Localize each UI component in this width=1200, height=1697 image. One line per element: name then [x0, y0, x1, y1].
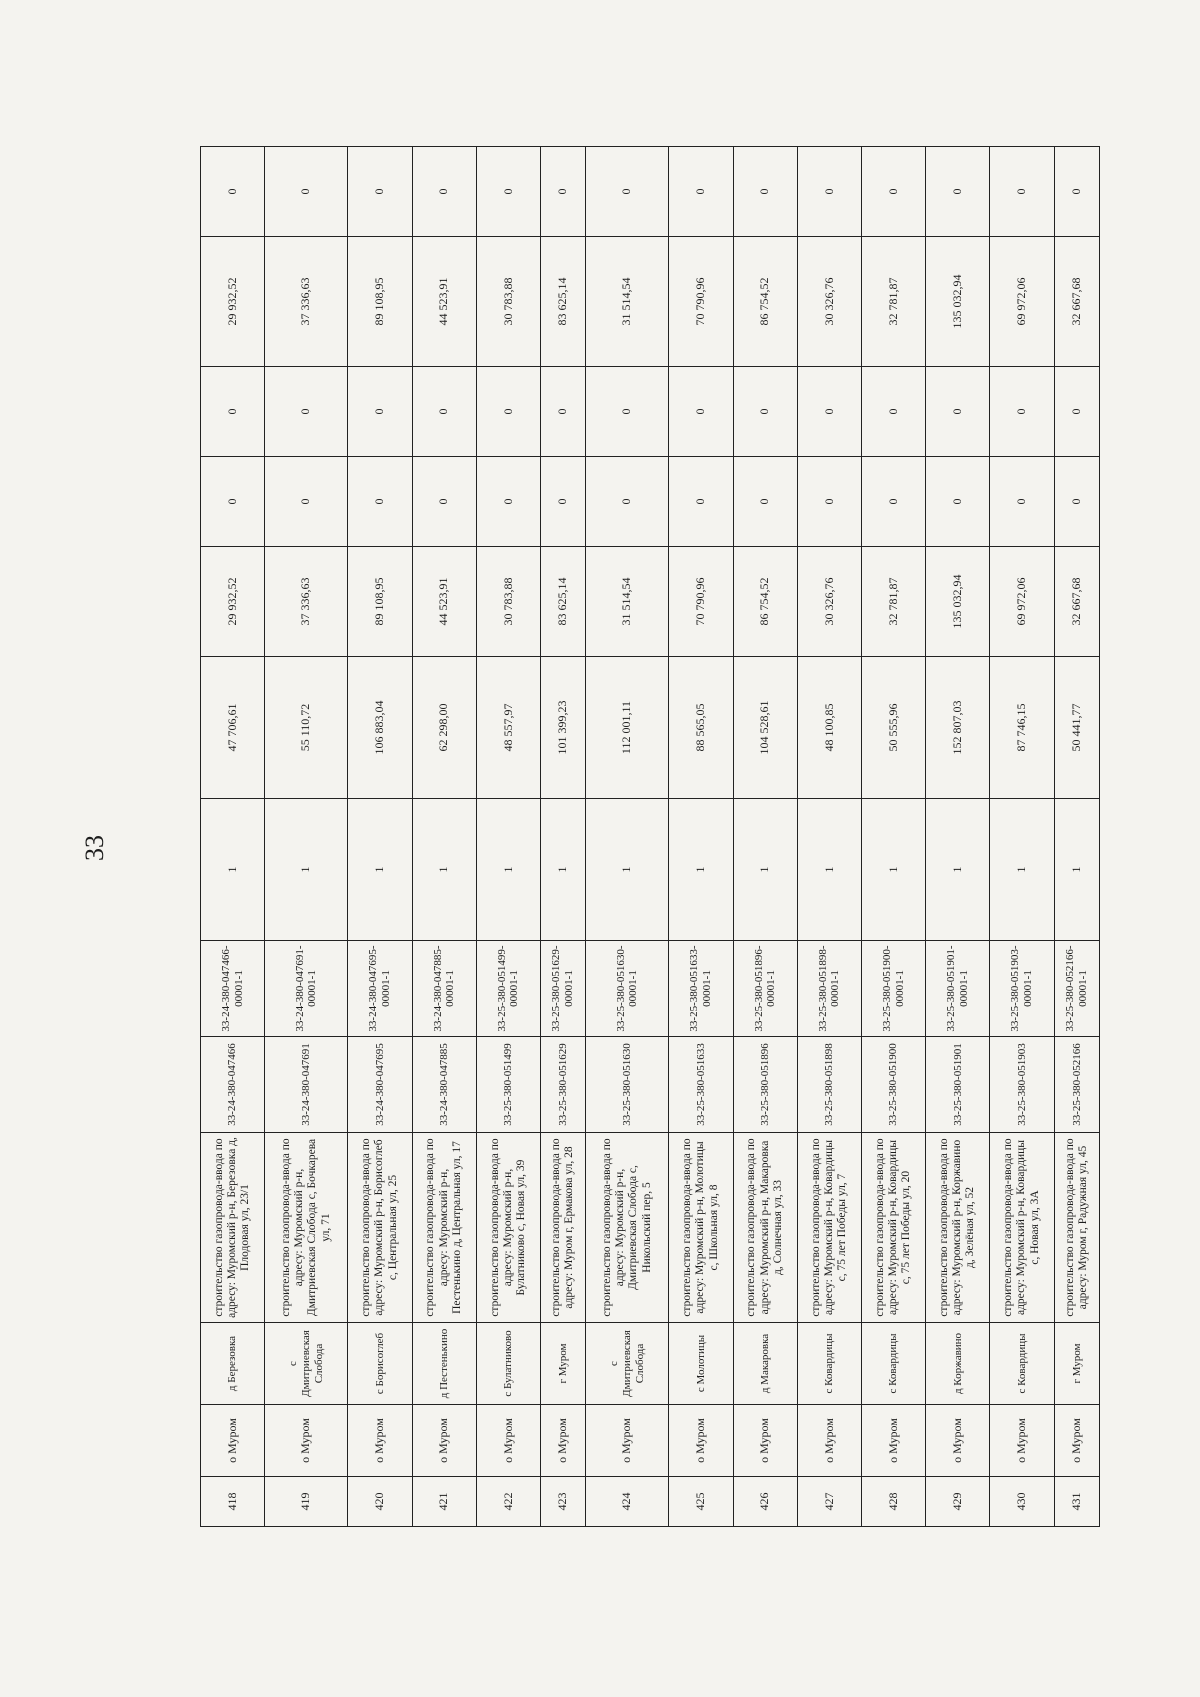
total-cost-cell: 104 528,61 — [733, 657, 797, 799]
zero-value-cell: 0 — [797, 457, 861, 547]
municipality-cell: о Муром — [926, 1405, 990, 1477]
zero-value-cell: 0 — [990, 147, 1054, 237]
object-id-cell: 33-25-380-051900-00001-1 — [862, 941, 926, 1037]
amount-cell: 30 783,88 — [476, 237, 540, 367]
quantity-cell: 1 — [733, 799, 797, 941]
amount-cell: 37 336,63 — [265, 237, 348, 367]
row-number: 425 — [669, 1477, 733, 1527]
municipality-cell: о Муром — [412, 1405, 476, 1477]
quantity-cell: 1 — [797, 799, 861, 941]
quantity-cell: 1 — [862, 799, 926, 941]
zero-value-cell: 0 — [541, 457, 586, 547]
total-cost-cell: 47 706,61 — [201, 657, 265, 799]
amount-cell: 135 032,94 — [926, 237, 990, 367]
description-cell: строительство газопровода-ввода по адресу: Муромский р-н, Булатниково с, Новая ул, 39 — [476, 1133, 540, 1323]
zero-value-cell: 0 — [586, 367, 669, 457]
locality-cell: с Ковардицы — [862, 1323, 926, 1405]
total-cost-cell: 55 110,72 — [265, 657, 348, 799]
table-row — [797, 147, 861, 1527]
zero-value-cell: 0 — [265, 367, 348, 457]
zero-value-cell: 0 — [412, 147, 476, 237]
quantity-cell: 1 — [348, 799, 412, 941]
table-row — [476, 147, 540, 1527]
amount-cell: 89 108,95 — [348, 547, 412, 657]
amount-cell: 70 790,96 — [669, 237, 733, 367]
object-id-cell: 33-24-380-047695-00001-1 — [348, 941, 412, 1037]
table-row — [926, 147, 990, 1527]
row-number: 429 — [926, 1477, 990, 1527]
document-table-wrapper — [200, 147, 1100, 1527]
gas-pipeline-table — [200, 146, 1100, 1527]
zero-value-cell: 0 — [733, 147, 797, 237]
municipality-cell: о Муром — [586, 1405, 669, 1477]
locality-cell: с Булатниково — [476, 1323, 540, 1405]
cadastral-number-cell: 33-25-380-051901 — [926, 1037, 990, 1133]
object-id-cell: 33-25-380-051901-00001-1 — [926, 941, 990, 1037]
cadastral-number-cell: 33-25-380-051900 — [862, 1037, 926, 1133]
municipality-cell: о Муром — [1054, 1405, 1099, 1477]
municipality-cell: о Муром — [265, 1405, 348, 1477]
cadastral-number-cell: 33-25-380-051633 — [669, 1037, 733, 1133]
amount-cell: 44 523,91 — [412, 547, 476, 657]
zero-value-cell: 0 — [926, 367, 990, 457]
total-cost-cell: 152 807,03 — [926, 657, 990, 799]
description-cell: строительство газопровода-ввода по адресу: Муромский р-н, Коржавино д, Зелёная ул, 52 — [926, 1133, 990, 1323]
object-id-cell: 33-25-380-051633-00001-1 — [669, 941, 733, 1037]
zero-value-cell: 0 — [990, 457, 1054, 547]
cadastral-number-cell: 33-24-380-047695 — [348, 1037, 412, 1133]
zero-value-cell: 0 — [541, 147, 586, 237]
description-cell: строительство газопровода-ввода по адресу: Муром г, Радужная ул, 45 — [1054, 1133, 1099, 1323]
description-cell: строительство газопровода-ввода по адресу: Муромский р-н, Макаровка д, Солнечная ул, 33 — [733, 1133, 797, 1323]
table-row — [733, 147, 797, 1527]
zero-value-cell: 0 — [586, 457, 669, 547]
amount-cell: 89 108,95 — [348, 237, 412, 367]
zero-value-cell: 0 — [348, 457, 412, 547]
object-id-cell: 33-25-380-051629-00001-1 — [541, 941, 586, 1037]
locality-cell: д Пестенькино — [412, 1323, 476, 1405]
zero-value-cell: 0 — [669, 367, 733, 457]
description-cell: строительство газопровода-ввода по адресу: Муромский р-н, Дмитриевская Слобода с, Никольский пер, 5 — [586, 1133, 669, 1323]
zero-value-cell: 0 — [669, 457, 733, 547]
zero-value-cell: 0 — [476, 457, 540, 547]
zero-value-cell: 0 — [862, 367, 926, 457]
description-cell: строительство газопровода-ввода по адресу: Муромский р-н, Ковардицы с, 75 лет Победы ул, 20 — [862, 1133, 926, 1323]
cadastral-number-cell: 33-24-380-047885 — [412, 1037, 476, 1133]
table-row — [201, 147, 265, 1527]
municipality-cell: о Муром — [348, 1405, 412, 1477]
row-number: 422 — [476, 1477, 540, 1527]
row-number: 430 — [990, 1477, 1054, 1527]
amount-cell: 29 932,52 — [201, 547, 265, 657]
row-number: 421 — [412, 1477, 476, 1527]
zero-value-cell: 0 — [348, 367, 412, 457]
zero-value-cell: 0 — [669, 147, 733, 237]
quantity-cell: 1 — [201, 799, 265, 941]
object-id-cell: 33-25-380-051903-00001-1 — [990, 941, 1054, 1037]
locality-cell: д Коржавино — [926, 1323, 990, 1405]
amount-cell: 32 781,87 — [862, 547, 926, 657]
total-cost-cell: 50 555,96 — [862, 657, 926, 799]
description-cell: строительство газопровода-ввода по адресу: Муромский р-н, Борисоглеб с, Центральная ул, 25 — [348, 1133, 412, 1323]
zero-value-cell: 0 — [733, 457, 797, 547]
table-row — [586, 147, 669, 1527]
zero-value-cell: 0 — [348, 147, 412, 237]
page-number: 33 — [80, 835, 109, 861]
municipality-cell: о Муром — [990, 1405, 1054, 1477]
cadastral-number-cell: 33-25-380-051898 — [797, 1037, 861, 1133]
row-number: 427 — [797, 1477, 861, 1527]
municipality-cell: о Муром — [541, 1405, 586, 1477]
total-cost-cell: 48 100,85 — [797, 657, 861, 799]
description-cell: строительство газопровода-ввода по адресу: Муромский р-н, Пестенькино д, Центральная ул, 17 — [412, 1133, 476, 1323]
zero-value-cell: 0 — [862, 457, 926, 547]
zero-value-cell: 0 — [862, 147, 926, 237]
total-cost-cell: 88 565,05 — [669, 657, 733, 799]
zero-value-cell: 0 — [586, 147, 669, 237]
quantity-cell: 1 — [926, 799, 990, 941]
locality-cell: с Молотицы — [669, 1323, 733, 1405]
quantity-cell: 1 — [412, 799, 476, 941]
quantity-cell: 1 — [1054, 799, 1099, 941]
amount-cell: 69 972,06 — [990, 237, 1054, 367]
quantity-cell: 1 — [669, 799, 733, 941]
cadastral-number-cell: 33-24-380-047691 — [265, 1037, 348, 1133]
locality-cell: с Борисоглеб — [348, 1323, 412, 1405]
amount-cell: 32 781,87 — [862, 237, 926, 367]
cadastral-number-cell: 33-25-380-052166 — [1054, 1037, 1099, 1133]
amount-cell: 44 523,91 — [412, 237, 476, 367]
description-cell: строительство газопровода-ввода по адресу: Муромский р-н, Молотицы с, Школьная ул, 8 — [669, 1133, 733, 1323]
table-row — [1054, 147, 1099, 1527]
locality-cell: г Муром — [1054, 1323, 1099, 1405]
amount-cell: 32 667,68 — [1054, 547, 1099, 657]
description-cell: строительство газопровода-ввода по адресу: Муромский р-н, Ковардицы с, Новая ул, 3А — [990, 1133, 1054, 1323]
zero-value-cell: 0 — [265, 147, 348, 237]
zero-value-cell: 0 — [797, 367, 861, 457]
table-row — [348, 147, 412, 1527]
zero-value-cell: 0 — [541, 367, 586, 457]
municipality-cell: о Муром — [797, 1405, 861, 1477]
total-cost-cell: 112 001,11 — [586, 657, 669, 799]
amount-cell: 31 514,54 — [586, 547, 669, 657]
zero-value-cell: 0 — [412, 367, 476, 457]
description-cell: строительство газопровода-ввода по адресу: Муромский р-н, Дмитриевская Слобода с, Бочкарева ул, 71 — [265, 1133, 348, 1323]
cadastral-number-cell: 33-25-380-051896 — [733, 1037, 797, 1133]
row-number: 428 — [862, 1477, 926, 1527]
row-number: 419 — [265, 1477, 348, 1527]
locality-cell: с Ковардицы — [990, 1323, 1054, 1405]
quantity-cell: 1 — [990, 799, 1054, 941]
zero-value-cell: 0 — [926, 457, 990, 547]
amount-cell: 29 932,52 — [201, 237, 265, 367]
total-cost-cell: 106 883,04 — [348, 657, 412, 799]
amount-cell: 135 032,94 — [926, 547, 990, 657]
locality-cell: д Березовка — [201, 1323, 265, 1405]
zero-value-cell: 0 — [201, 147, 265, 237]
zero-value-cell: 0 — [1054, 147, 1099, 237]
zero-value-cell: 0 — [476, 147, 540, 237]
table-row — [412, 147, 476, 1527]
row-number: 423 — [541, 1477, 586, 1527]
municipality-cell: о Муром — [733, 1405, 797, 1477]
cadastral-number-cell: 33-25-380-051629 — [541, 1037, 586, 1133]
cadastral-number-cell: 33-25-380-051499 — [476, 1037, 540, 1133]
quantity-cell: 1 — [541, 799, 586, 941]
locality-cell: с Дмитриевская Слобода — [586, 1323, 669, 1405]
table-row — [265, 147, 348, 1527]
locality-cell: с Дмитриевская Слобода — [265, 1323, 348, 1405]
cadastral-number-cell: 33-25-380-051630 — [586, 1037, 669, 1133]
amount-cell: 69 972,06 — [990, 547, 1054, 657]
municipality-cell: о Муром — [862, 1405, 926, 1477]
amount-cell: 86 754,52 — [733, 547, 797, 657]
object-id-cell: 33-25-380-051896-00001-1 — [733, 941, 797, 1037]
total-cost-cell: 87 746,15 — [990, 657, 1054, 799]
quantity-cell: 1 — [265, 799, 348, 941]
object-id-cell: 33-25-380-052166-00001-1 — [1054, 941, 1099, 1037]
table-body — [201, 147, 1100, 1527]
zero-value-cell: 0 — [476, 367, 540, 457]
table-row — [990, 147, 1054, 1527]
object-id-cell: 33-25-380-051898-00001-1 — [797, 941, 861, 1037]
row-number: 420 — [348, 1477, 412, 1527]
municipality-cell: о Муром — [476, 1405, 540, 1477]
zero-value-cell: 0 — [1054, 457, 1099, 547]
object-id-cell: 33-25-380-051499-00001-1 — [476, 941, 540, 1037]
total-cost-cell: 62 298,00 — [412, 657, 476, 799]
amount-cell: 31 514,54 — [586, 237, 669, 367]
zero-value-cell: 0 — [265, 457, 348, 547]
zero-value-cell: 0 — [201, 367, 265, 457]
quantity-cell: 1 — [476, 799, 540, 941]
locality-cell: с Ковардицы — [797, 1323, 861, 1405]
municipality-cell: о Муром — [201, 1405, 265, 1477]
row-number: 418 — [201, 1477, 265, 1527]
zero-value-cell: 0 — [797, 147, 861, 237]
total-cost-cell: 48 557,97 — [476, 657, 540, 799]
zero-value-cell: 0 — [1054, 367, 1099, 457]
object-id-cell: 33-24-380-047466-00001-1 — [201, 941, 265, 1037]
municipality-cell: о Муром — [669, 1405, 733, 1477]
zero-value-cell: 0 — [733, 367, 797, 457]
table-row — [669, 147, 733, 1527]
amount-cell: 83 625,14 — [541, 547, 586, 657]
zero-value-cell: 0 — [926, 147, 990, 237]
description-cell: строительство газопровода-ввода по адресу: Муромский р-н, Ковардицы с, 75 лет Победы ул, 7 — [797, 1133, 861, 1323]
zero-value-cell: 0 — [990, 367, 1054, 457]
locality-cell: г Муром — [541, 1323, 586, 1405]
row-number: 431 — [1054, 1477, 1099, 1527]
amount-cell: 30 783,88 — [476, 547, 540, 657]
cadastral-number-cell: 33-25-380-051903 — [990, 1037, 1054, 1133]
amount-cell: 37 336,63 — [265, 547, 348, 657]
table-row — [862, 147, 926, 1527]
description-cell: строительство газопровода-ввода по адресу: Муромский р-н, Березовка д, Плодовая ул, 23/1 — [201, 1133, 265, 1323]
total-cost-cell: 101 399,23 — [541, 657, 586, 799]
zero-value-cell: 0 — [201, 457, 265, 547]
amount-cell: 30 326,76 — [797, 547, 861, 657]
cadastral-number-cell: 33-24-380-047466 — [201, 1037, 265, 1133]
object-id-cell: 33-25-380-051630-00001-1 — [586, 941, 669, 1037]
amount-cell: 70 790,96 — [669, 547, 733, 657]
amount-cell: 32 667,68 — [1054, 237, 1099, 367]
amount-cell: 86 754,52 — [733, 237, 797, 367]
table-row — [541, 147, 586, 1527]
row-number: 424 — [586, 1477, 669, 1527]
zero-value-cell: 0 — [412, 457, 476, 547]
description-cell: строительство газопровода-ввода по адресу: Муром г, Ермакова ул, 28 — [541, 1133, 586, 1323]
locality-cell: д Макаровка — [733, 1323, 797, 1405]
row-number: 426 — [733, 1477, 797, 1527]
amount-cell: 83 625,14 — [541, 237, 586, 367]
amount-cell: 30 326,76 — [797, 237, 861, 367]
total-cost-cell: 50 441,77 — [1054, 657, 1099, 799]
quantity-cell: 1 — [586, 799, 669, 941]
object-id-cell: 33-24-380-047885-00001-1 — [412, 941, 476, 1037]
object-id-cell: 33-24-380-047691-00001-1 — [265, 941, 348, 1037]
